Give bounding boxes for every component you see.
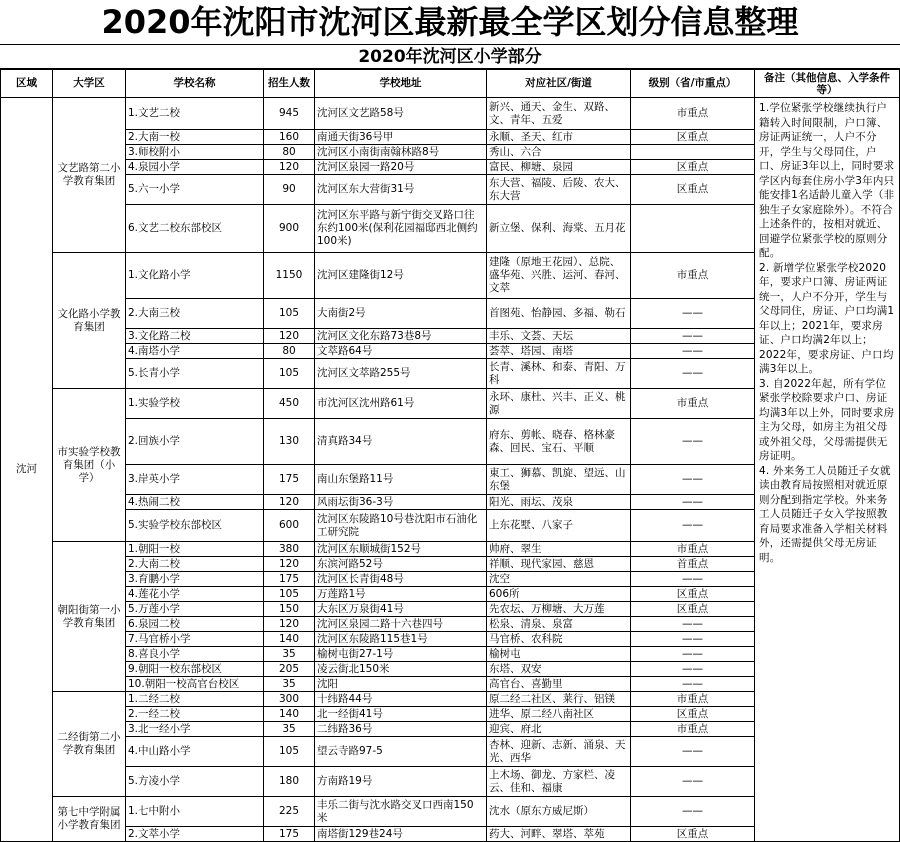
header-zone: 区域 — [1, 70, 53, 98]
community-cell: 先农坛、万柳塘、大万莲 — [487, 602, 631, 617]
school-name-cell: 1.文艺二校 — [126, 98, 264, 130]
community-cell: 杏林、迎新、志新、涌泉、天光、西华 — [487, 737, 631, 767]
level-cell: 区重点 — [631, 602, 755, 617]
community-cell: 永顺、圣天、红市 — [487, 130, 631, 145]
level-cell — [631, 145, 755, 160]
level-cell: —— — [631, 767, 755, 797]
community-cell: 进华、原二经八南社区 — [487, 707, 631, 722]
school-address-cell: 清真路34号 — [315, 419, 487, 465]
notes-cell — [755, 98, 900, 842]
enroll-count-cell: 140 — [264, 707, 315, 722]
level-cell: —— — [631, 495, 755, 510]
community-cell: 建隆（原地王花园）、总院、盛华苑、兴胜、运河、春河、文萃 — [487, 253, 631, 299]
header-enroll: 招生人数 — [264, 70, 315, 98]
school-address-cell: 北一经街41号 — [315, 707, 487, 722]
header-note: 备注（其他信息、入学条件等） — [755, 70, 900, 98]
community-cell: 祥顺、现代家园、慈恩 — [487, 557, 631, 572]
school-name-cell: 1.实验学校 — [126, 389, 264, 419]
zone-cell: 沈河 — [1, 98, 53, 842]
community-cell: 永环、康杜、兴丰、正义、桃源 — [487, 389, 631, 419]
table-row — [1, 98, 900, 130]
enroll-count-cell: 35 — [264, 677, 315, 692]
level-cell: 区重点 — [631, 707, 755, 722]
enroll-count-cell: 450 — [264, 389, 315, 419]
community-cell: 東工、狮慕、凯旋、望远、山东堡 — [487, 465, 631, 495]
school-name-cell: 3.育鹏小学 — [126, 572, 264, 587]
level-cell: —— — [631, 677, 755, 692]
school-address-cell: 沈河区文化东路73巷8号 — [315, 329, 487, 344]
school-name-cell: 1.七中附小 — [126, 797, 264, 827]
school-name-cell: 7.马官桥小学 — [126, 632, 264, 647]
school-name-cell: 4.泉园小学 — [126, 160, 264, 175]
school-name-cell: 10.朝阳一校高官台校区 — [126, 677, 264, 692]
enroll-count-cell: 1150 — [264, 253, 315, 299]
community-cell: 东大营、福陵、后陵、农大、东大营 — [487, 175, 631, 205]
community-cell: 马官桥、农科院 — [487, 632, 631, 647]
level-cell: 区重点 — [631, 827, 755, 842]
school-name-cell: 6.泉园二校 — [126, 617, 264, 632]
level-cell: —— — [631, 662, 755, 677]
community-cell: 沈水（原东方威尼斯） — [487, 797, 631, 827]
school-name-cell: 2.大南一校 — [126, 130, 264, 145]
level-cell: 市重点 — [631, 692, 755, 707]
school-name-cell: 1.文化路小学 — [126, 253, 264, 299]
level-cell: 市重点 — [631, 98, 755, 130]
school-address-cell: 沈河区建隆街12号 — [315, 253, 487, 299]
level-cell: 区重点 — [631, 175, 755, 205]
school-name-cell: 1.二经二校 — [126, 692, 264, 707]
level-cell: 首重点 — [631, 557, 755, 572]
school-address-cell: 沈河区东顺城街152号 — [315, 542, 487, 557]
level-cell: 市重点 — [631, 542, 755, 557]
header-community: 对应社区/街道 — [487, 70, 631, 98]
school-address-cell: 沈河区东陵路10号巷沈阳市石油化工研究院 — [315, 510, 487, 542]
community-cell: 上东花墅、八家子 — [487, 510, 631, 542]
school-name-cell: 4.南塔小学 — [126, 344, 264, 359]
enroll-count-cell: 105 — [264, 359, 315, 389]
school-address-cell: 南塔街129巷24号 — [315, 827, 487, 842]
community-cell: 丰乐、文荟、天坛 — [487, 329, 631, 344]
school-address-cell: 沈河区东大营街31号 — [315, 175, 487, 205]
header-level: 级别（省/市重点） — [631, 70, 755, 98]
school-address-cell: 凌云街北150米 — [315, 662, 487, 677]
school-name-cell: 1.朝阳一校 — [126, 542, 264, 557]
note-item: 1.学位紧张学校继续执行户籍转入时间限制，户口簿、房证两证统一，人户不分开，学生与父母同住，户口、房证3年以上，同时要求学区内每套住房小学3年内只能安排1名适龄儿童入学（非独生子女家庭除外）。不符合上述条件的，按相对就近、回避学位紧张学校的原则分配。 — [759, 102, 895, 259]
school-address-cell: 沈河区长青街48号 — [315, 572, 487, 587]
group-name-cell: 二经街第二小学教育集团 — [53, 692, 126, 797]
community-cell: 长青、溪林、和泰、青阳、万科 — [487, 359, 631, 389]
school-address-cell: 南山东堡路11号 — [315, 465, 487, 495]
community-cell: 新兴、通天、金生、双路、文、青年、五爱 — [487, 98, 631, 130]
header-school: 学校名称 — [126, 70, 264, 98]
school-name-cell: 6.文艺二校东部校区 — [126, 205, 264, 253]
level-cell: —— — [631, 359, 755, 389]
school-address-cell: 二纬路36号 — [315, 722, 487, 737]
level-cell: —— — [631, 572, 755, 587]
enroll-count-cell: 105 — [264, 299, 315, 329]
level-cell: —— — [631, 632, 755, 647]
community-cell: 榆树屯 — [487, 647, 631, 662]
school-name-cell: 4.中山路小学 — [126, 737, 264, 767]
enroll-count-cell: 90 — [264, 175, 315, 205]
level-cell: —— — [631, 344, 755, 359]
school-name-cell: 4.莲花小学 — [126, 587, 264, 602]
school-name-cell: 8.喜良小学 — [126, 647, 264, 662]
school-address-cell: 沈河区东陵路115巷1号 — [315, 632, 487, 647]
community-cell: 原二经二社区、莱行、铝镁 — [487, 692, 631, 707]
enroll-count-cell: 600 — [264, 510, 315, 542]
community-cell: 东塔、双安 — [487, 662, 631, 677]
school-address-cell: 十纬路44号 — [315, 692, 487, 707]
enroll-count-cell: 105 — [264, 737, 315, 767]
level-cell: —— — [631, 419, 755, 465]
enroll-count-cell: 160 — [264, 130, 315, 145]
community-cell: 荟萃、塔园、南塔 — [487, 344, 631, 359]
community-cell: 上木场、御龙、方家栏、凌云、佳和、福康 — [487, 767, 631, 797]
level-cell: —— — [631, 329, 755, 344]
community-cell: 沈空 — [487, 572, 631, 587]
school-address-cell: 沈河区文艺路58号 — [315, 98, 487, 130]
level-cell: —— — [631, 797, 755, 827]
community-cell: 新立堡、保利、海棠、五月花 — [487, 205, 631, 253]
school-district-table — [0, 69, 900, 842]
school-name-cell: 4.热闹二校 — [126, 495, 264, 510]
header-address: 学校地址 — [315, 70, 487, 98]
enroll-count-cell: 225 — [264, 797, 315, 827]
group-name-cell: 文艺路第二小学教育集团 — [53, 98, 126, 253]
note-item: 4. 外来务工人员随迁子女就读由教育局按照相对就近原则分配到指定学校。外来务工人员随迁子女入学按照教育局要求准备入学相关材料外，还需提供父母无房证明。 — [759, 464, 891, 564]
school-address-cell: 市沈河区沈州路61号 — [315, 389, 487, 419]
level-cell: 区重点 — [631, 587, 755, 602]
school-address-cell: 大东区万泉街41号 — [315, 602, 487, 617]
enroll-count-cell: 205 — [264, 662, 315, 677]
enroll-count-cell: 140 — [264, 632, 315, 647]
enroll-count-cell: 900 — [264, 205, 315, 253]
enroll-count-cell: 380 — [264, 542, 315, 557]
school-address-cell: 沈河区泉园一路20号 — [315, 160, 487, 175]
school-address-cell: 榆树屯街27-1号 — [315, 647, 487, 662]
group-name-cell: 朝阳街第一小学教育集团 — [53, 542, 126, 692]
level-cell: —— — [631, 647, 755, 662]
community-cell: 迎宾、府北 — [487, 722, 631, 737]
header-group: 大学区 — [53, 70, 126, 98]
enroll-count-cell: 35 — [264, 647, 315, 662]
table-body — [1, 98, 900, 842]
community-cell: 秀山、六合 — [487, 145, 631, 160]
school-name-cell: 5.万莲小学 — [126, 602, 264, 617]
note-item: 3. 自2022年起，所有学位紧张学校除要求户口、房证均满3年以上外，同时要求房主为父母，如房主为祖父母或外祖父母，父母需提供无房证明。 — [759, 377, 895, 462]
level-cell: 区重点 — [631, 160, 755, 175]
school-name-cell: 2.大南二校 — [126, 557, 264, 572]
community-cell: 府东、剪帐、晓春、格林豪森、回民、宝石、平顺 — [487, 419, 631, 465]
section-subtitle: 2020年沈河区小学部分 — [0, 44, 900, 69]
community-cell: 帅府、翠生 — [487, 542, 631, 557]
community-cell: 阳光、雨坛、茂泉 — [487, 495, 631, 510]
enroll-count-cell: 120 — [264, 329, 315, 344]
school-name-cell: 3.文化路二校 — [126, 329, 264, 344]
school-address-cell: 望云寺路97-5 — [315, 737, 487, 767]
enroll-count-cell: 175 — [264, 827, 315, 842]
enroll-count-cell: 120 — [264, 495, 315, 510]
enroll-count-cell: 120 — [264, 617, 315, 632]
school-name-cell: 5.六一小学 — [126, 175, 264, 205]
group-name-cell: 第七中学附属小学教育集团 — [53, 797, 126, 842]
level-cell: —— — [631, 465, 755, 495]
school-name-cell: 5.长青小学 — [126, 359, 264, 389]
school-address-cell: 风雨坛街36-3号 — [315, 495, 487, 510]
school-name-cell: 5.方凌小学 — [126, 767, 264, 797]
school-name-cell: 2.文萃小学 — [126, 827, 264, 842]
school-address-cell: 方南路19号 — [315, 767, 487, 797]
school-name-cell: 2.回族小学 — [126, 419, 264, 465]
level-cell: —— — [631, 617, 755, 632]
school-address-cell: 沈河区文萃路255号 — [315, 359, 487, 389]
level-cell: 市重点 — [631, 253, 755, 299]
level-cell: 市重点 — [631, 722, 755, 737]
community-cell: 高官台、喜勤里 — [487, 677, 631, 692]
enroll-count-cell: 180 — [264, 767, 315, 797]
level-cell: —— — [631, 737, 755, 767]
school-address-cell: 沈河区泉园二路十六巷四号 — [315, 617, 487, 632]
page-title: 2020年沈阳市沈河区最新最全学区划分信息整理 — [101, 3, 799, 41]
enroll-count-cell: 120 — [264, 160, 315, 175]
school-address-cell: 文萃路64号 — [315, 344, 487, 359]
school-address-cell: 沈河区东平路与新宁街交叉路口往东约100米(保利花园福邸西北侧约100米) — [315, 205, 487, 253]
school-address-cell: 东滨河路52号 — [315, 557, 487, 572]
school-address-cell: 丰乐二街与沈水路交叉口西南150米 — [315, 797, 487, 827]
enroll-count-cell: 80 — [264, 344, 315, 359]
school-name-cell: 3.师校附小 — [126, 145, 264, 160]
school-address-cell: 万莲路1号 — [315, 587, 487, 602]
enroll-count-cell: 175 — [264, 465, 315, 495]
community-cell: 606所 — [487, 587, 631, 602]
community-cell: 首图苑、怡静园、多福、勒石 — [487, 299, 631, 329]
enroll-count-cell: 105 — [264, 587, 315, 602]
community-cell: 松泉、清泉、泉富 — [487, 617, 631, 632]
school-address-cell: 沈阳 — [315, 677, 487, 692]
enroll-count-cell: 150 — [264, 602, 315, 617]
school-name-cell: 2.大南三校 — [126, 299, 264, 329]
level-cell: 市重点 — [631, 389, 755, 419]
enroll-count-cell: 130 — [264, 419, 315, 465]
community-cell: 药大、河畔、翠塔、萃苑 — [487, 827, 631, 842]
group-name-cell: 文化路小学教育集团 — [53, 253, 126, 389]
level-cell — [631, 205, 755, 253]
enroll-count-cell: 35 — [264, 722, 315, 737]
school-address-cell: 沈河区小南街南翰林路8号 — [315, 145, 487, 160]
enroll-count-cell: 80 — [264, 145, 315, 160]
school-name-cell: 3.岸英小学 — [126, 465, 264, 495]
school-name-cell: 3.北一经小学 — [126, 722, 264, 737]
school-name-cell: 9.朝阳一校东部校区 — [126, 662, 264, 677]
level-cell: —— — [631, 510, 755, 542]
level-cell: —— — [631, 299, 755, 329]
enroll-count-cell: 945 — [264, 98, 315, 130]
school-address-cell: 南通天街36号甲 — [315, 130, 487, 145]
header-row — [1, 70, 900, 98]
community-cell: 富民、柳塘、泉园 — [487, 160, 631, 175]
school-name-cell: 5.实验学校东部校区 — [126, 510, 264, 542]
group-name-cell: 市实验学校教育集团（小学） — [53, 389, 126, 542]
enroll-count-cell: 300 — [264, 692, 315, 707]
enroll-count-cell: 120 — [264, 557, 315, 572]
note-item: 2. 新增学位紧张学校2020年，要求户口簿、房证两证统一，人户不分开，学生与父母同住，房证、户口均满1年以上；2021年，要求房证、户口均满2年以上；2022年，要求房证、户口均满3年以上。 — [759, 261, 895, 375]
enroll-count-cell: 175 — [264, 572, 315, 587]
school-name-cell: 2.一经二校 — [126, 707, 264, 722]
school-address-cell: 大南街2号 — [315, 299, 487, 329]
level-cell: 区重点 — [631, 130, 755, 145]
